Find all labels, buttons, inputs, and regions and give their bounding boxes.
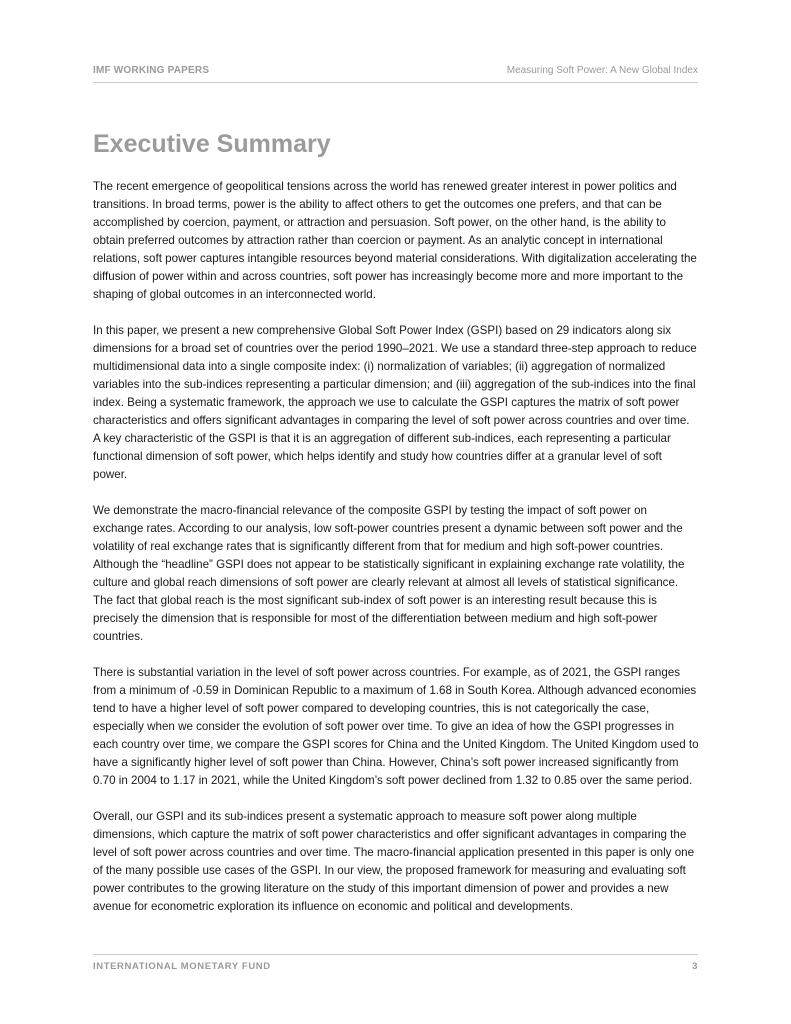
paragraph-2: In this paper, we present a new comprehensive Global Soft Power Index (GSPI) based on 29 indicators along six dimensions for a broad set of countries over the period 1990–2021. We use a standard three-step approach to reduce multidimensional data into a single composite index: (i) normalization of variables; (ii) aggregation of normalized variables into the sub-indices representing a particular dimension; and (iii) aggregation of the sub-indices into the final index. Being a systematic framework, the approach we use to calculate the GSPI captures the matrix of soft power characteristics and offers significant advantages in comparing the level of soft power across countries and over time. A key characteristic of the GSPI is that it is an aggregation of different sub-indices, each representing a particular functional dimension of soft power, which helps identify and study how countries differ at a granular level of soft power. [93,324,697,481]
footer-divider [93,954,698,955]
footer-organization: INTERNATIONAL MONETARY FUND [93,961,271,972]
page-number: 3 [692,961,698,972]
paragraph-3: We demonstrate the macro-financial relevance of the composite GSPI by testing the impact of soft power on exchange rates. According to our analysis, low soft-power countries present a dynamic between soft power and the volatility of real exchange rates that is significantly different from that for medium and high soft-power countries. Although the “headline” GSPI does not appear to be statistically significant in explaining exchange rate volatility, the culture and global reach dimensions of soft power are clearly relevant at almost all levels of statistical significance. The fact that global reach is the most significant sub-index of soft power is an interesting result because this is precisely the dimension that is responsible for most of the differentiation between medium and high soft-power countries. [93,504,685,643]
paragraph-1: The recent emergence of geopolitical tensions across the world has renewed greater interest in power politics and transitions. In broad terms, power is the ability to affect others to get the outcomes one prefers, and that can be accomplished by coercion, payment, or attraction and persuasion. Soft power, on the other hand, is the ability to obtain preferred outcomes by attraction rather than coercion or payment. As an analytic concept in international relations, soft power captures intangible resources beyond material considerations. With digitalization accelerating the diffusion of power within and across countries, soft power has increasingly become more and more important to the shaping of global outcomes in an interconnected world. [93,180,697,301]
document-title: Measuring Soft Power: A New Global Index [506,65,698,76]
section-title: Executive Summary [93,130,331,158]
running-header [93,65,698,81]
running-footer [93,961,698,975]
series-label: IMF WORKING PAPERS [93,65,210,76]
paragraph-5: Overall, our GSPI and its sub-indices present a systematic approach to measure soft power along multiple dimensions, which capture the matrix of soft power characteristics and offer significant advantages in comparing the level of soft power across countries and over time. The macro-financial application presented in this paper is only one of the many possible use cases of the GSPI. In our view, the proposed framework for measuring and evaluating soft power contributes to the growing literature on the study of this important dimension of power and provides a new avenue for econometric exploration its influence on economic and political and developments. [93,810,695,913]
header-divider [93,82,698,83]
paragraph-4: There is substantial variation in the level of soft power across countries. For example, as of 2021, the GSPI ranges from a minimum of -0.59 in Dominican Republic to a maximum of 1.68 in South Korea. Although advanced economies tend to have a higher level of soft power compared to developing countries, this is not categorically the case, especially when we consider the evolution of soft power over time. To give an idea of how the GSPI progresses in each country over time, we compare the GSPI scores for China and the United Kingdom. The United Kingdom used to have a significantly higher level of soft power than China. However, China’s soft power increased significantly from 0.70 in 2004 to 1.17 in 2021, while the United Kingdom’s soft power declined from 1.32 to 0.85 over the same period. [93,666,699,787]
body-text [93,178,699,934]
